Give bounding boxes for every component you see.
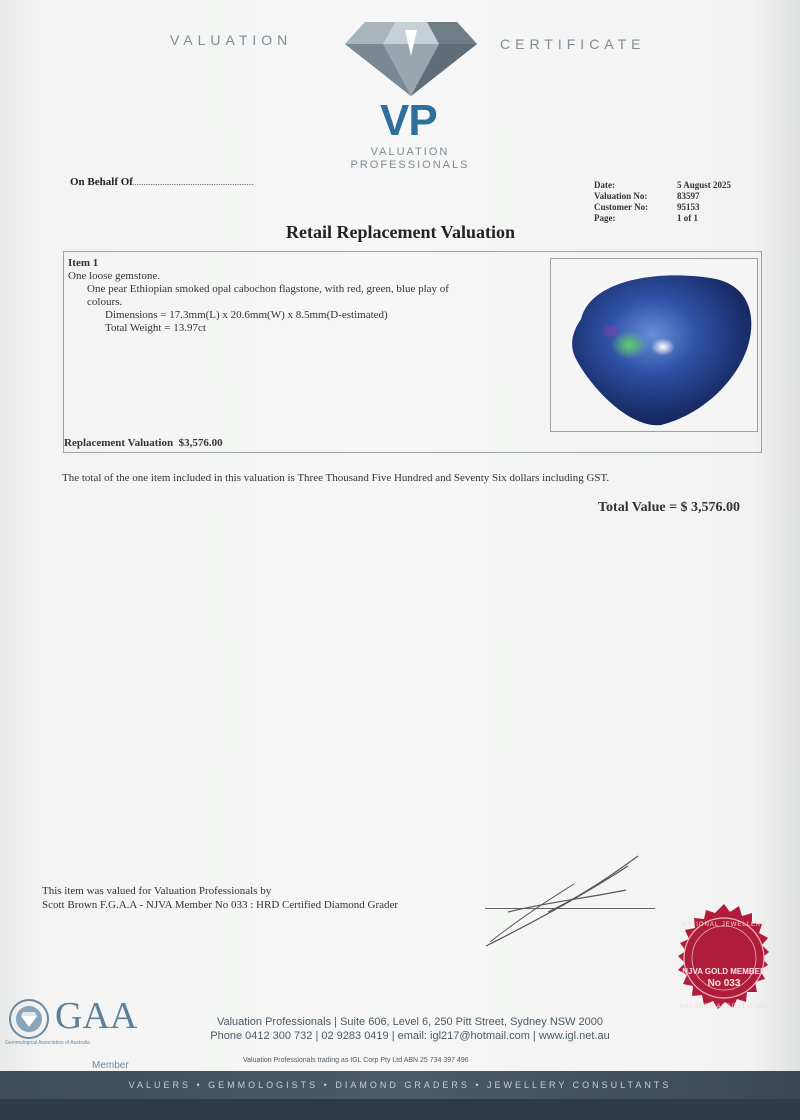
item-dimensions: Dimensions = 17.3mm(L) x 20.6mm(W) x 8.5mm(D-estimated) [105, 309, 388, 321]
total-sentence: The total of the one item included in this valuation is Three Thousand Five Hundred and Seventy Six dollars including GST. [62, 472, 610, 484]
diamond-logo-icon [343, 18, 479, 98]
total-value: Total Value = $ 3,576.00 [598, 500, 741, 515]
signoff-block [42, 884, 398, 912]
seal-center [666, 966, 782, 990]
gaa-subtitle: Gemmological Association of Australia [5, 1040, 90, 1046]
vp-logo-line2: PROFESSIONALS [350, 159, 470, 171]
signoff-line2: Scott Brown F.G.A.A - NJVA Member No 033 : HRD Certified Diamond Grader [42, 899, 399, 911]
gemstone-photo [550, 258, 758, 432]
gaa-letters: GAA [55, 995, 138, 1037]
meta-labels [594, 180, 674, 224]
gaa-emblem-icon [8, 998, 50, 1040]
njva-seal [666, 902, 782, 1018]
vp-logo-line1: VALUATION [370, 146, 450, 158]
page-value: 1 of 1 [677, 213, 698, 223]
replacement-value: $3,576.00 [178, 437, 223, 449]
date-value: 5 August 2025 [677, 180, 732, 190]
vp-logo-letters: VP [380, 96, 437, 145]
item-line1: One loose gemstone. [68, 270, 160, 282]
gaa-member: Member [92, 1060, 129, 1071]
customer-no-label: Customer No: [594, 202, 649, 212]
replacement-label: Replacement Valuation [64, 437, 174, 449]
on-behalf-of-dots: ..................................................................... [132, 179, 254, 187]
seal-line2: No 033 [707, 978, 741, 989]
footer-trading: Valuation Professionals trading as IGL Corp Pty Ltd ABN 25 734 397 496 [243, 1057, 469, 1064]
date-label: Date: [594, 180, 615, 190]
bottom-strip [0, 1099, 800, 1120]
valuation-no-value: 83597 [677, 191, 700, 201]
header-certificate-word: CERTIFICATE [500, 36, 646, 52]
footer-address: Valuation Professionals | Suite 606, Level 6, 250 Pitt Street, Sydney NSW 2000 [216, 1016, 604, 1028]
seal-top-arc: NATIONAL JEWELLERY [681, 922, 767, 928]
replacement-valuation [64, 437, 223, 449]
item-line2: One pear Ethiopian smoked opal cabochon flagstone, with red, green, blue play of [87, 283, 449, 295]
meta-values [677, 180, 777, 224]
signature-icon [478, 850, 648, 950]
signoff-line1: This item was valued for Valuation Professionals by [42, 885, 272, 897]
page-label: Page: [594, 213, 616, 223]
item-description [68, 257, 544, 335]
item-line3: colours. [87, 296, 123, 308]
header-valuation-word: VALUATION [170, 32, 293, 48]
item-heading: Item 1 [68, 257, 99, 269]
on-behalf-of [70, 176, 254, 188]
opal-gemstone-icon [551, 259, 757, 431]
document-title: Retail Replacement Valuation [286, 222, 515, 242]
seal-bottom-arc: VALUERS ASSOCIATION [679, 1004, 769, 1010]
footer-contact: Phone 0412 300 732 | 02 9283 0419 | email: igl217@hotmail.com | www.igl.net.au [210, 1030, 610, 1042]
vp-logo-subtitle [340, 146, 480, 172]
on-behalf-of-label: On Behalf Of [70, 176, 133, 188]
customer-no-value: 95153 [677, 202, 700, 212]
item-weight: Total Weight = 13.97ct [105, 322, 206, 334]
bottom-services-bar: VALUERS • GEMMOLOGISTS • DIAMOND GRADERS • JEWELLERY CONSULTANTS [0, 1071, 800, 1099]
seal-line1: NJVA GOLD MEMBER [682, 967, 766, 976]
valuation-no-label: Valuation No: [594, 191, 648, 201]
footer-address-block [150, 1015, 670, 1043]
